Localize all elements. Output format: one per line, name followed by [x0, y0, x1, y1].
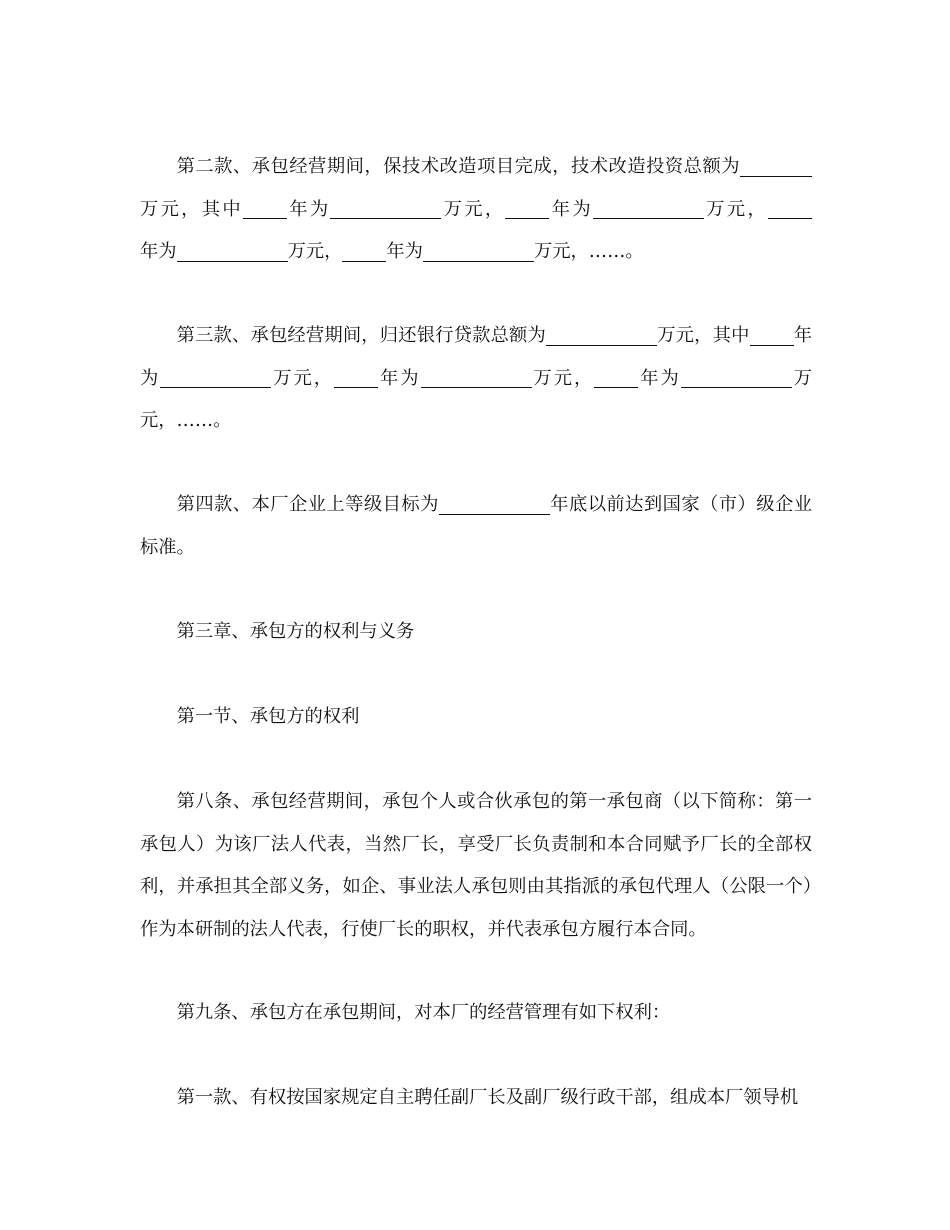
blank-field [243, 199, 287, 219]
clause-2-label: 第二款、承包经营期间，保技术改造项目完成，技术改造投资总额为 [176, 156, 740, 177]
blank-field [423, 241, 534, 261]
year-word: 年为 [378, 367, 421, 389]
blank-field [740, 156, 812, 176]
blank-field [505, 199, 549, 219]
clause-3-paragraph [140, 315, 812, 443]
section-1-heading: 第一节、承包方的权利 [176, 706, 360, 727]
chapter-3-heading: 第三章、承包方的权利与义务 [176, 621, 415, 642]
blank-field [593, 199, 704, 219]
blank-field [439, 494, 550, 514]
blank-field [750, 325, 794, 345]
clause-4-rest: 年底以前达到国家（市）级企业标准。 [140, 494, 812, 558]
clause-3-mid: 万元，其中 [657, 325, 750, 346]
wan-comma: 万元， [271, 367, 335, 389]
year-word: 年为 [286, 198, 331, 220]
article-9-paragraph: 第九条、承包方在承包期间，对本厂的经营管理有如下权利： [176, 1002, 671, 1023]
blank-field [681, 368, 792, 388]
clause-3-label: 第三款、承包经营期间，归还银行贷款总额为 [176, 325, 546, 346]
blank-field [177, 241, 288, 261]
wan-comma: 万元， [287, 241, 343, 262]
year-word: 年为 [549, 198, 593, 220]
year-word: 年为 [638, 367, 681, 389]
wan-end: 万元，……。 [533, 241, 644, 262]
blank-field [160, 368, 271, 388]
clause-2-paragraph [140, 146, 812, 274]
clause-2-unit: 万元，其中 [140, 198, 243, 220]
year-word: 年为 [386, 241, 423, 262]
clause-4-label: 第四款、本厂企业上等级目标为 [176, 494, 439, 515]
blank-field [768, 199, 812, 219]
clause-4-paragraph [140, 484, 812, 569]
wan-comma: 万元， [441, 198, 506, 220]
blank-field [330, 199, 441, 219]
year-word: 年为 [140, 325, 813, 389]
article-8-paragraph: 第八条、承包经营期间，承包个人或合伙承包的第一承包商（以下简称：第一承包人）为该厂法人代表，当然厂长，享受厂长负责制和本合同赋予厂长的全部权利，并承担其全部义务，如企、事业法人承包则由其指派的承包代理人（公限一个）作为本研制的法人代表，行使厂长的职权，并代表承包方履行本合同。 [140, 791, 812, 940]
wan-comma: 万元， [703, 198, 769, 220]
wan-comma: 万元， [531, 367, 595, 389]
blank-field [334, 368, 378, 388]
wan-end: 万元，……。 [140, 367, 813, 431]
clause-1-paragraph: 第一款、有权按国家规定自主聘任副厂长及副厂级行政干部，组成本厂领导机 [176, 1087, 799, 1108]
blank-field [342, 241, 386, 261]
blank-field [594, 368, 638, 388]
year-word: 年为 [140, 241, 177, 262]
blank-field [546, 325, 657, 345]
blank-field [421, 368, 532, 388]
